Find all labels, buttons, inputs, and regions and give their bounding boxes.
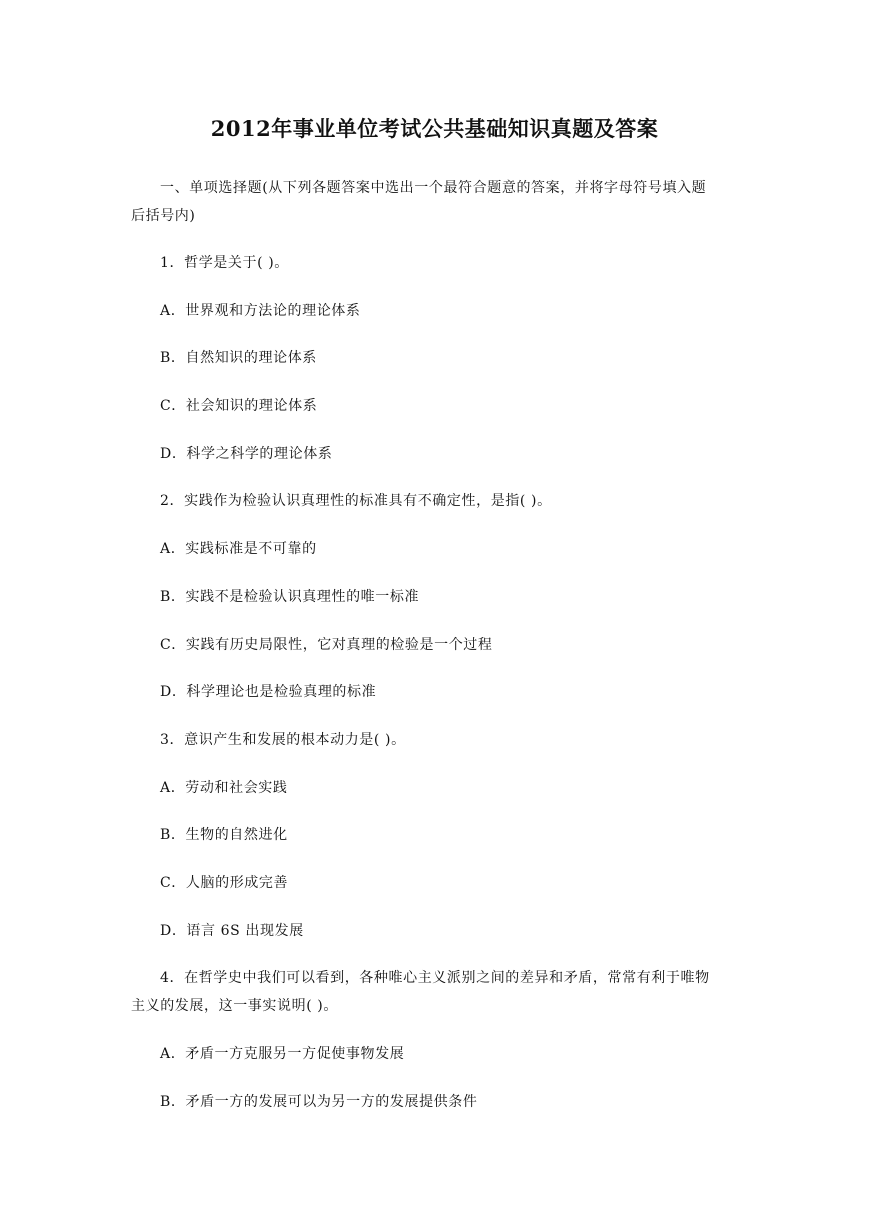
question-3-stem: 3．意识产生和发展的根本动力是( )。 — [160, 732, 406, 748]
question-4-option-a: A．矛盾一方克服另一方促使事物发展 — [160, 1046, 405, 1062]
question-3-option-c: C．人脑的形成完善 — [160, 875, 289, 891]
question-1-option-c: C．社会知识的理论体系 — [160, 398, 318, 414]
section-heading-line2: 后括号内) — [131, 208, 196, 224]
question-2-option-b: B．实践不是检验认识真理性的唯一标准 — [160, 589, 420, 605]
section-heading-line1: 一、单项选择题(从下列各题答案中选出一个最符合题意的答案，并将字母符号填入题 — [160, 180, 707, 196]
question-2-option-a: A．实践标准是不可靠的 — [160, 541, 317, 557]
question-2-option-c: C．实践有历史局限性，它对真理的检验是一个过程 — [160, 637, 493, 653]
question-1-stem: 1．哲学是关于( )。 — [160, 255, 289, 271]
question-1-option-b: B．自然知识的理论体系 — [160, 350, 317, 366]
question-3-option-a: A．劳动和社会实践 — [160, 780, 288, 796]
question-2-option-d: D．科学理论也是检验真理的标准 — [160, 684, 377, 700]
question-3-option-d: D．语言 6S 出现发展 — [160, 923, 304, 939]
question-3-option-b: B．生物的自然进化 — [160, 827, 288, 843]
question-2-stem: 2．实践作为检验认识真理性的标准具有不确定性，是指( )。 — [160, 493, 552, 509]
question-4-option-b: B．矛盾一方的发展可以为另一方的发展提供条件 — [160, 1094, 478, 1110]
question-4-stem-line2: 主义的发展，这一事实说明( )。 — [131, 998, 338, 1014]
question-1-option-a: A．世界观和方法论的理论体系 — [160, 303, 361, 319]
question-4-stem-line1: 4．在哲学史中我们可以看到，各种唯心主义派别之间的差异和矛盾，常常有利于唯物 — [160, 970, 710, 986]
document-title: 2012年事业单位考试公共基础知识真题及答案 — [210, 116, 659, 141]
question-1-option-d: D．科学之科学的理论体系 — [160, 446, 333, 462]
